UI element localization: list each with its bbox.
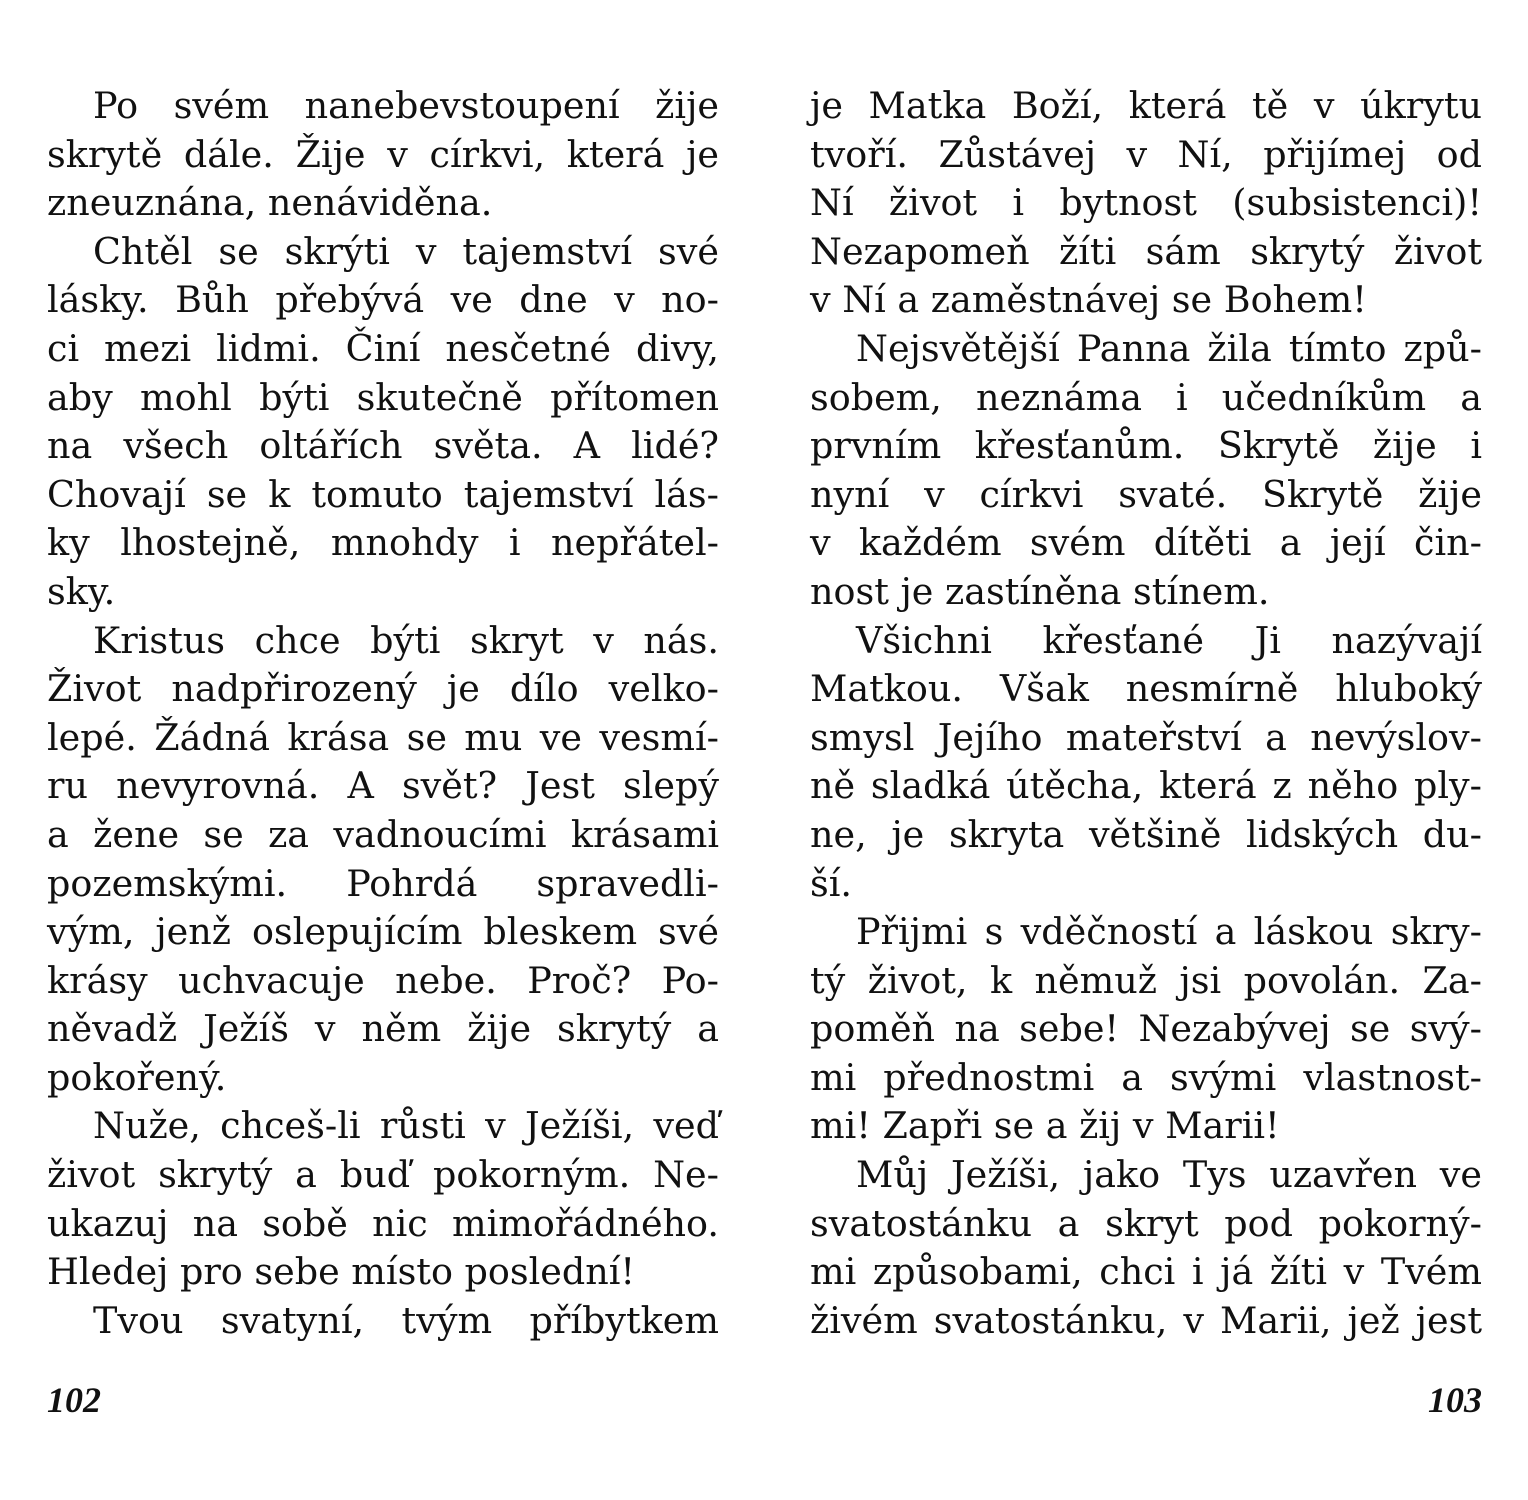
text-line: vým, jenž oslepujícím bleskem své	[47, 910, 719, 954]
text-line: ru nevyrovná. A svět? Jest slepý	[47, 764, 719, 808]
text-line: ci mezi lidmi. Činí nesčetné divy,	[47, 326, 719, 370]
text-line: lásky. Bůh přebývá ve dne v no-	[47, 278, 719, 322]
text-line: Nezapomeň žíti sám skrytý život	[810, 229, 1482, 273]
text-line: mi! Zapři se a žij v Marii!	[810, 1104, 1280, 1148]
text-line: ne, je skryta většině lidských du-	[810, 812, 1482, 856]
text-line: na všech oltářích světa. A lidé?	[47, 424, 719, 468]
text-line: život skrytý a buď pokorným. Ne-	[47, 1153, 719, 1197]
text-line: Hledej pro sebe místo poslední!	[47, 1250, 636, 1294]
text-line: smysl Jejího mateřství a nevýslov-	[810, 715, 1482, 759]
text-line: a žene se za vadnoucími krásami	[47, 812, 719, 856]
text-line: Kristus chce býti skryt v nás.	[93, 618, 719, 662]
text-line: Tvou svatyní, tvým příbytkem	[93, 1298, 719, 1342]
text-line: Nuže, chceš-li růsti v Ježíši, veď	[93, 1104, 719, 1148]
text-line: tvoří. Zůstávej v Ní, přijímej od	[810, 132, 1482, 176]
text-line: svatostánku a skryt pod pokorný-	[810, 1201, 1482, 1245]
text-line: poměň na sebe! Nezabývej se svý-	[810, 1007, 1482, 1051]
text-line: ně sladká útěcha, která z něho ply-	[810, 764, 1482, 808]
text-line: je Matka Boží, která tě v úkrytu	[810, 84, 1482, 127]
text-line: v každém svém dítěti a její čin-	[810, 521, 1482, 565]
text-line: Nejsvětější Panna žila tímto způ-	[856, 326, 1482, 370]
text-line: Chovají se k tomuto tajemství lás-	[47, 472, 719, 516]
text-line: Matkou. Však nesmírně hluboký	[810, 667, 1482, 711]
text-line: v Ní a zaměstnávej se Bohem!	[810, 278, 1367, 322]
left-page	[47, 82, 719, 1432]
page-number-left: 102	[47, 1380, 101, 1420]
text-line: mi přednostmi a svými vlastnost-	[810, 1055, 1482, 1099]
text-line: ší.	[810, 861, 853, 905]
text-line: pozemskými. Pohrdá spravedli-	[47, 861, 719, 905]
text-line: mi způsobami, chci i já žíti v Tvém	[810, 1250, 1482, 1294]
text-line: Po svém nanebevstoupení žije	[93, 84, 719, 127]
text-line: prvním křesťanům. Skrytě žije i	[810, 424, 1482, 468]
text-line: Přijmi s vděčností a láskou skry-	[856, 910, 1482, 954]
text-line: nyní v církvi svaté. Skrytě žije	[810, 472, 1482, 516]
text-line: krásy uchvacuje nebe. Proč? Po-	[47, 958, 719, 1002]
text-line: živém svatostánku, v Marii, jež jest	[810, 1298, 1482, 1342]
text-line: sobem, neznáma i učedníkům a	[810, 375, 1482, 419]
text-line: pokořený.	[47, 1055, 227, 1099]
text-line: tý život, k němuž jsi povolán. Za-	[810, 958, 1482, 1002]
page-number-right: 103	[1428, 1380, 1482, 1420]
text-line: Život nadpřirozený je dílo velko-	[47, 667, 719, 711]
text-line: zneuznána, nenáviděna.	[47, 181, 493, 225]
text-line: ky lhostejně, mnohdy i nepřátel-	[47, 521, 719, 565]
text-line: Chtěl se skrýti v tajemství své	[93, 229, 719, 273]
text-line: skrytě dále. Žije v církvi, která je	[47, 132, 719, 176]
text-line: sky.	[47, 569, 116, 613]
text-line: něvadž Ježíš v něm žije skrytý a	[47, 1007, 719, 1051]
text-line: lepé. Žádná krása se mu ve vesmí-	[47, 715, 719, 759]
text-line: Můj Ježíši, jako Tys uzavřen ve	[856, 1153, 1482, 1197]
text-line: nost je zastíněna stínem.	[810, 569, 1270, 613]
text-line: Všichni křesťané Ji nazývají	[856, 618, 1482, 662]
text-line: aby mohl býti skutečně přítomen	[47, 375, 719, 419]
text-line: ukazuj na sobě nic mimořádného.	[47, 1201, 719, 1245]
text-line: Ní život i bytnost (subsistenci)!	[810, 181, 1482, 225]
right-page	[810, 82, 1482, 1432]
